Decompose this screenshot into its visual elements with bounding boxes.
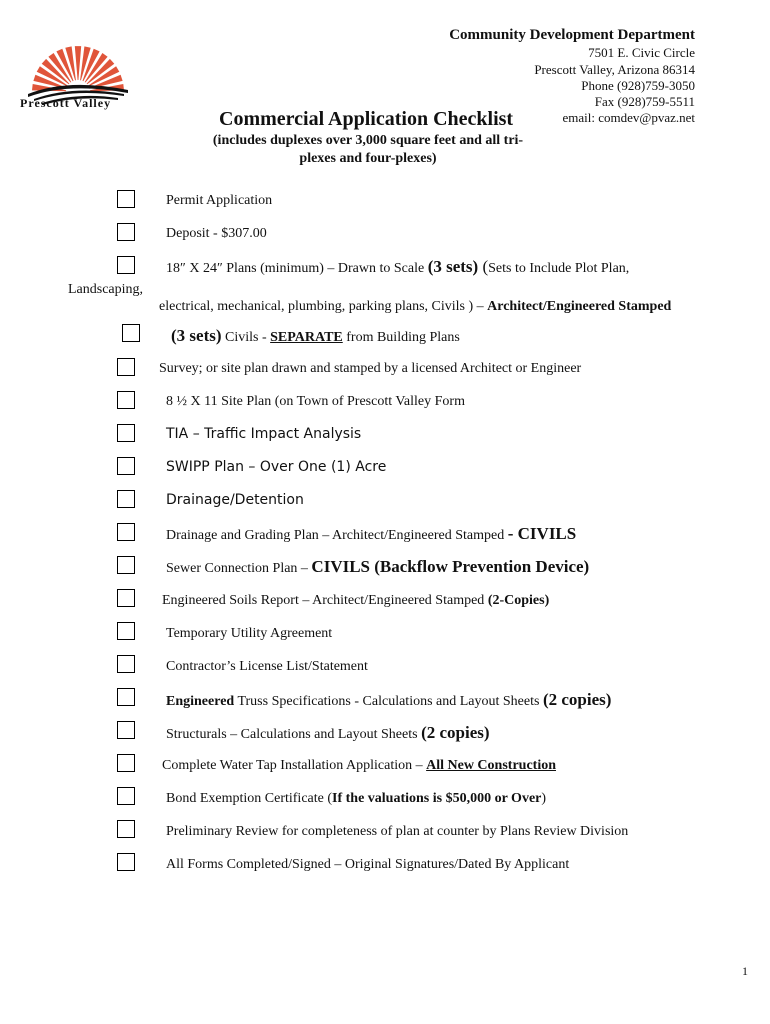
checkbox-structurals[interactable] <box>117 721 135 739</box>
fax-line: Fax (928)759-5511 <box>594 94 695 109</box>
item-survey: Survey; or site plan drawn and stamped by a licensed Architect or Engineer <box>159 361 582 376</box>
checkbox-site-plan[interactable] <box>117 391 135 409</box>
checkbox-sewer[interactable] <box>117 556 135 574</box>
text: ) <box>541 791 547 806</box>
text: Sets to Include Plot Plan, <box>488 261 630 276</box>
text: (2 copies) <box>542 690 612 709</box>
item-tia: TIA – Traffic Impact Analysis <box>166 426 362 442</box>
email-line: email: comdev@pvaz.net <box>562 110 695 125</box>
checkbox-water-tap[interactable] <box>117 754 135 772</box>
checkbox-permit-application[interactable] <box>117 190 135 208</box>
item-plans-cont-1: Landscaping, <box>68 282 144 297</box>
checkbox-bond-exemption[interactable] <box>117 787 135 805</box>
text: from Building Plans <box>342 330 460 345</box>
item-site-plan: 8 ½ X 11 Site Plan (on Town of Prescott Valley Form <box>166 394 465 409</box>
item-contractor-license: Contractor’s License List/Statement <box>166 659 368 674</box>
phone-line: Phone (928)759-3050 <box>581 78 695 93</box>
checkbox-contractor-license[interactable] <box>117 655 135 673</box>
text: Complete Water Tap Installation Application – <box>162 758 427 773</box>
item-truss <box>166 690 611 710</box>
text: (2-Copies) <box>487 593 550 608</box>
checkbox-all-forms[interactable] <box>117 853 135 871</box>
text: CIVILS (Backflow Prevention Device) <box>311 557 590 576</box>
text: 18″ X 24″ Plans (minimum) – Drawn to Scale <box>166 261 428 276</box>
sun-ray <box>75 46 81 80</box>
item-all-forms: All Forms Completed/Signed – Original Signatures/Dated By Applicant <box>166 857 570 872</box>
item-plans <box>166 257 629 277</box>
item-plans-cont-2 <box>159 299 671 315</box>
checkbox-drainage-grading[interactable] <box>117 523 135 541</box>
item-drainage-grading <box>166 524 576 544</box>
text: Truss Specifications - Calculations and Layout Sheets <box>234 694 543 709</box>
address-line-1: 7501 E. Civic Circle <box>588 45 695 60</box>
text: (2 copies) <box>421 723 490 742</box>
text: (3 sets) <box>427 257 479 276</box>
checkbox-temp-utility[interactable] <box>117 622 135 640</box>
text: (3 sets) <box>171 326 222 345</box>
item-sewer <box>166 557 589 577</box>
text: Engineered Soils Report – Architect/Engineered Stamped <box>162 593 488 608</box>
item-temp-utility: Temporary Utility Agreement <box>166 626 333 641</box>
department-name: Community Development Department <box>449 27 695 43</box>
checkbox-drainage-detention[interactable] <box>117 490 135 508</box>
item-bond-exemption <box>166 791 546 807</box>
item-structurals <box>166 723 490 743</box>
text: electrical, mechanical, plumbing, parking plans, Civils ) – <box>159 299 488 314</box>
item-drainage-detention: Drainage/Detention <box>166 492 304 508</box>
checkbox-soils-report[interactable] <box>117 589 135 607</box>
item-soils-report <box>162 593 549 609</box>
text: Architect/Engineered Stamped <box>487 299 672 314</box>
checkbox-preliminary-review[interactable] <box>117 820 135 838</box>
item-civils-sets <box>171 326 460 346</box>
text: Sewer Connection Plan – <box>166 561 312 576</box>
checkbox-civils-sets[interactable] <box>122 324 140 342</box>
text: - CIVILS <box>507 524 577 543</box>
page-title: Commercial Application Checklist <box>219 108 514 130</box>
item-deposit: Deposit - $307.00 <box>166 226 267 241</box>
text: All New Construction <box>426 758 556 773</box>
checkbox-truss[interactable] <box>117 688 135 706</box>
checkbox-swipp[interactable] <box>117 457 135 475</box>
text: Drainage and Grading Plan – Architect/Engineered Stamped <box>166 528 508 543</box>
page-subtitle: (includes duplexes over 3,000 square feet and all tri-plexes and four-plexes) <box>212 133 524 166</box>
checkbox-tia[interactable] <box>117 424 135 442</box>
text: Engineered <box>166 694 235 709</box>
address-line-2: Prescott Valley, Arizona 86314 <box>534 62 695 77</box>
text: SEPARATE <box>270 330 343 345</box>
page-number: 1 <box>742 964 748 978</box>
text: Structurals – Calculations and Layout Sheets <box>166 727 422 742</box>
text: If the valuations is $50,000 or Over <box>332 791 542 806</box>
item-permit-application: Permit Application <box>166 193 273 208</box>
item-swipp: SWIPP Plan – Over One (1) Acre <box>166 459 387 475</box>
logo-wordmark: Prescott Valley <box>20 96 112 110</box>
text: Bond Exemption Certificate ( <box>166 791 333 806</box>
text: ( <box>478 257 489 276</box>
item-preliminary-review: Preliminary Review for completeness of plan at counter by Plans Review Division <box>166 824 629 839</box>
checkbox-survey[interactable] <box>117 358 135 376</box>
item-water-tap <box>162 758 556 774</box>
checkbox-deposit[interactable] <box>117 223 135 241</box>
checkbox-plans[interactable] <box>117 256 135 274</box>
text: Civils - <box>221 330 271 345</box>
